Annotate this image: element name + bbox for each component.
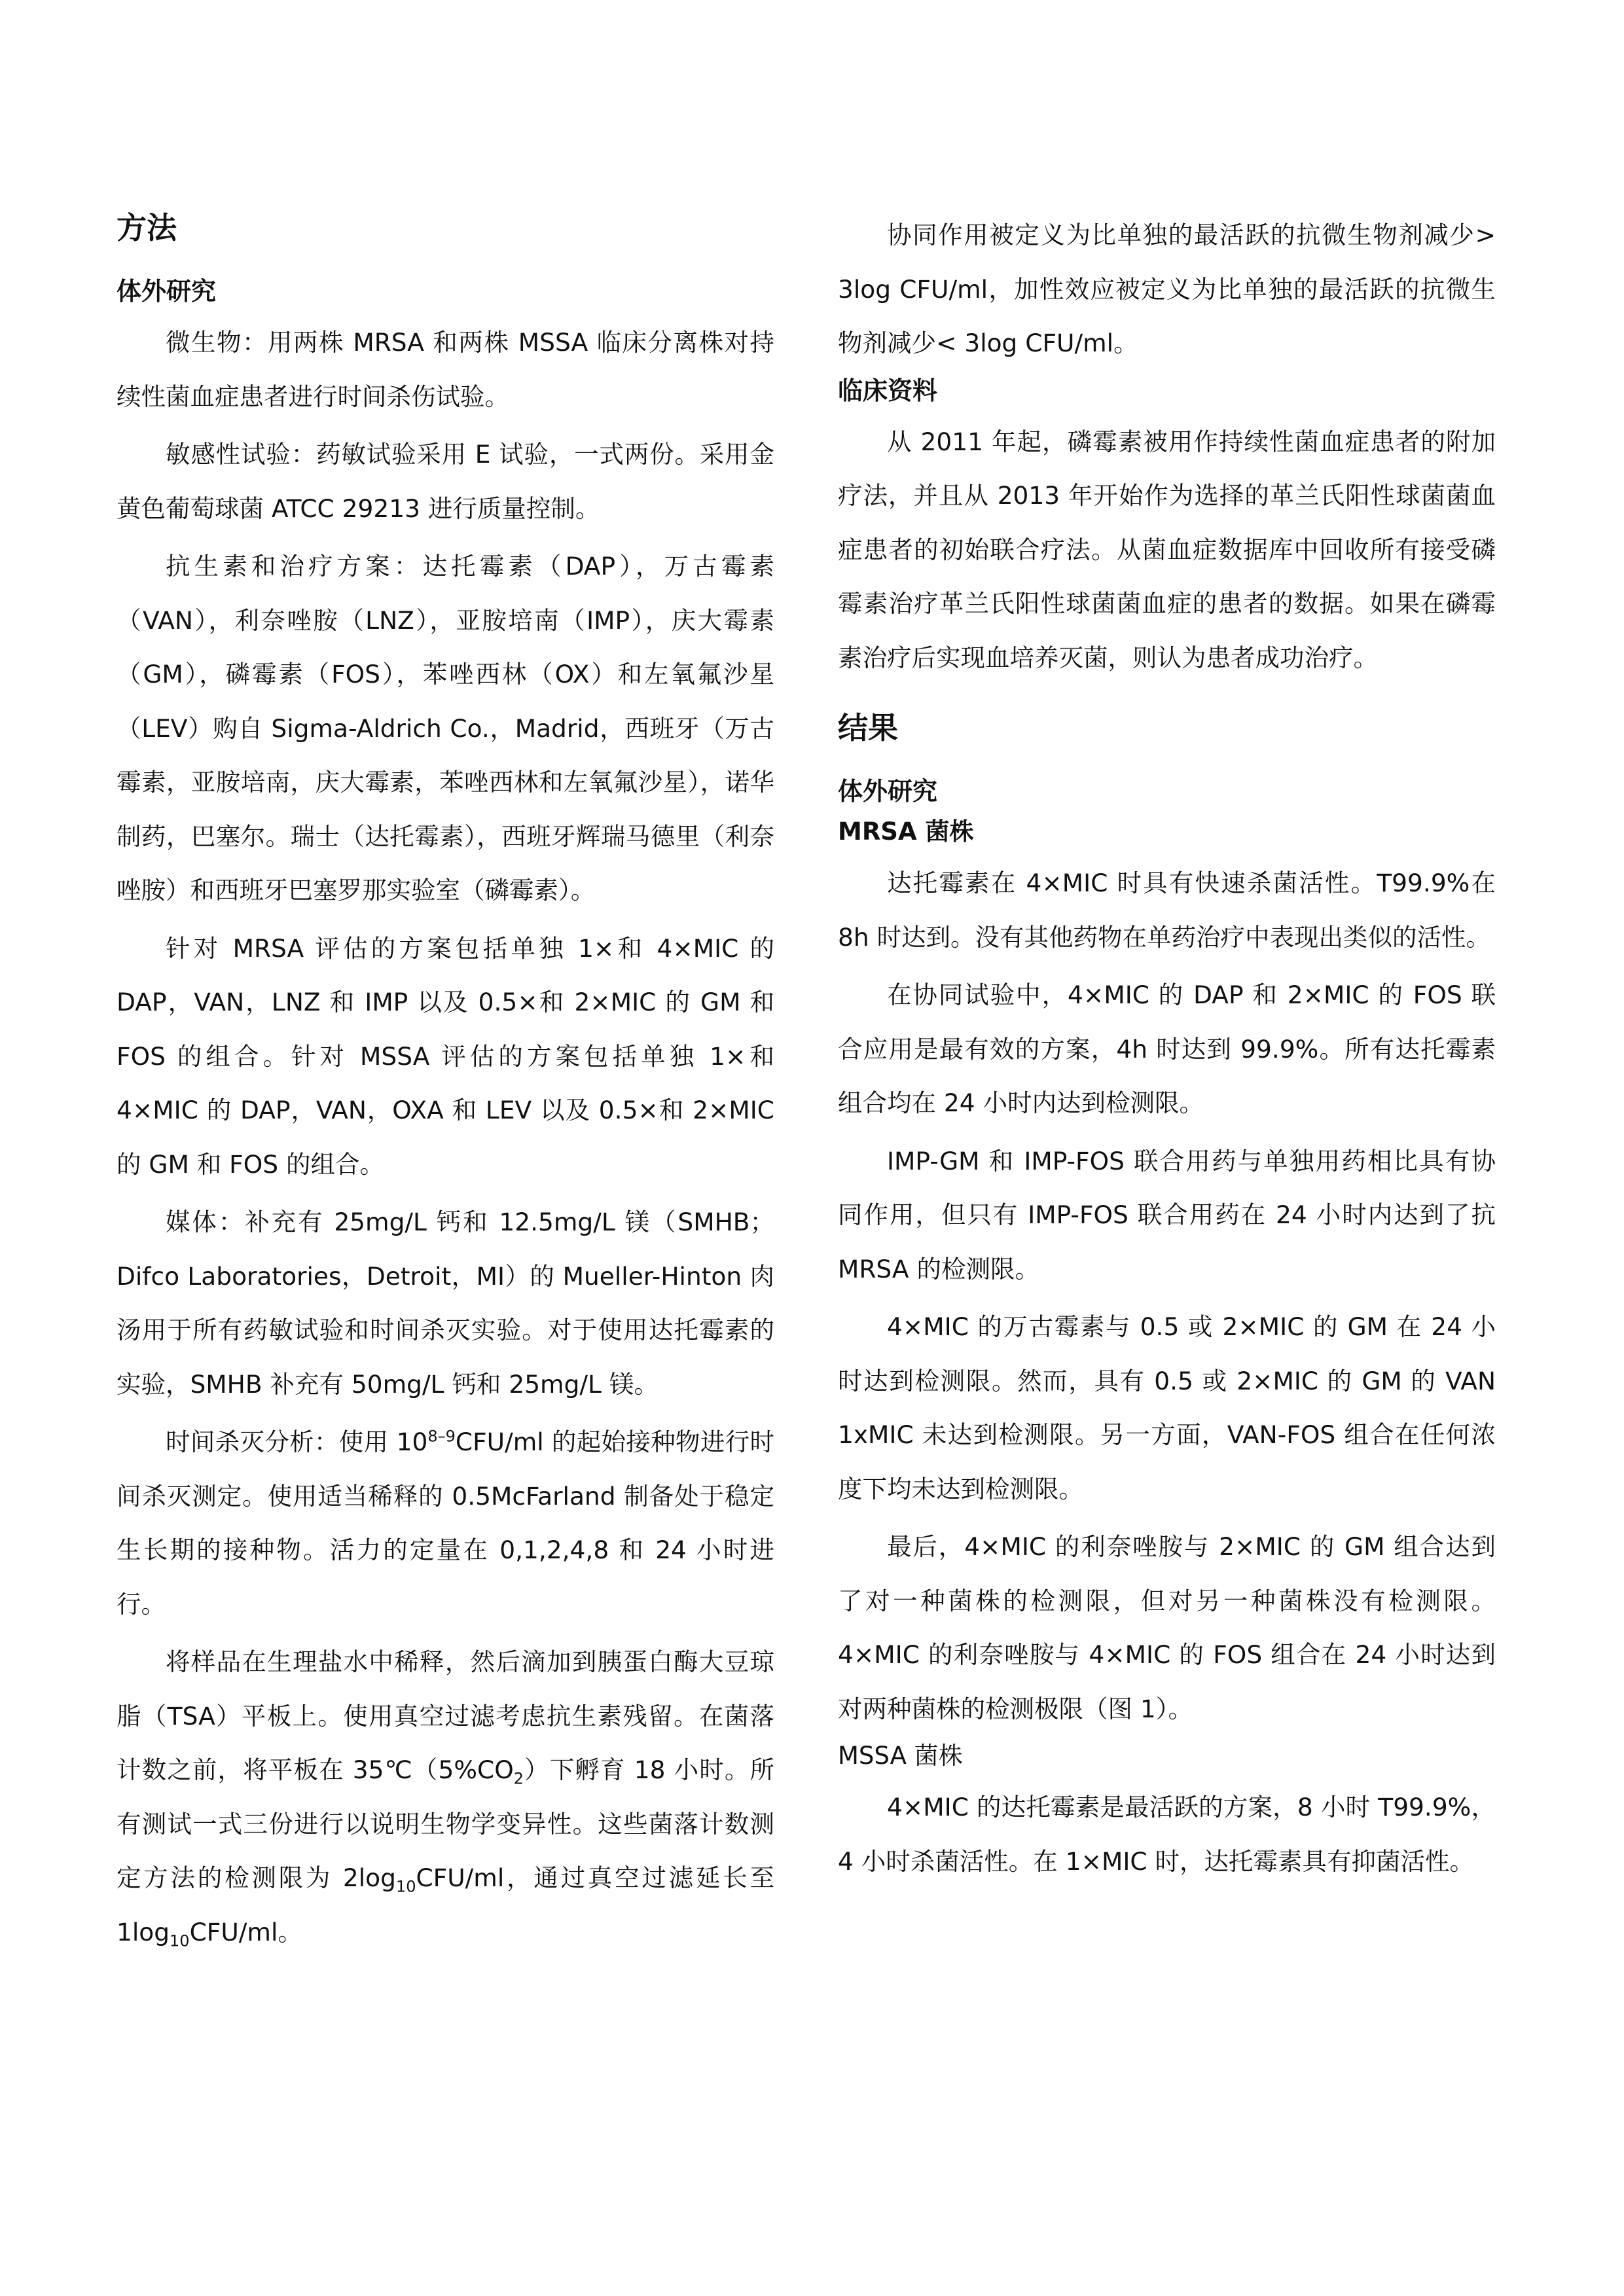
paragraph-mrsa-imipenem: IMP-GM 和 IMP-FOS 联合用药与单独用药相比具有协同作用，但只有 IMP-FOS 联合用药在 24 小时内达到了抗 MRSA 的检测限。 [838, 1146, 1496, 1283]
section-heading-methods: 方法 [117, 210, 177, 245]
paragraph-time-kill [117, 1415, 774, 1631]
paragraph-susceptibility: 敏感性试验：药敏试验采用 E 试验，一式两份。采用金黄色葡萄球菌 ATCC 29213 进行质量控制。 [117, 440, 774, 523]
subheading-in-vitro-results: 体外研究 [838, 777, 938, 806]
paragraph-mrsa-vancomycin: 4×MIC 的万古霉素与 0.5 或 2×MIC 的 GM 在 24 小时达到检测限。然而，具有 0.5 或 2×MIC 的 GM 的 VAN 1xMIC 未达到检测限。另一方面，VAN-FOS 组合在任何浓度下均未达到检测限。 [838, 1312, 1496, 1503]
log10-subscript-a: 10 [395, 1877, 416, 1896]
paragraph-mssa-daptomycin: 4×MIC 的达托霉素是最活跃的方案，8 小时 T99.9%，4 小时杀菌活性。在 1×MIC 时，达托霉素具有抑菌活性。 [838, 1793, 1496, 1876]
time-kill-text-a: 时间杀灭分析：使用 10 [166, 1427, 428, 1456]
plating-text-d: CFU/ml。 [189, 1917, 302, 1946]
paragraph-antibiotics: 抗生素和治疗方案：达托霉素（DAP），万古霉素（VAN），利奈唑胺（LNZ），亚胺培南（IMP），庆大霉素（GM），磷霉素（FOS），苯唑西林（OX）和左氧氟沙星（LEV）购自 Sigma-Aldrich Co.，Madrid，西班牙（万古霉素，亚胺培南，庆大霉素，苯唑西林和左氧氟沙星），诺华制药，巴塞尔。瑞士（达托霉素），西班牙辉瑞马德里（利奈唑胺）和西班牙巴塞罗那实验室（磷霉素）。 [117, 552, 774, 905]
paragraph-clinical-data: 从 2011 年起，磷霉素被用作持续性菌血症患者的附加疗法，并且从 2013 年开始作为选择的革兰氏阳性球菌菌血症患者的初始联合疗法。从菌血症数据库中回收所有接受磷霉素治疗革兰氏阳性球菌菌血症的患者的数据。如果在磷霉素治疗后实现血培养灭菌，则认为患者成功治疗。 [838, 427, 1496, 672]
inoculum-exponent: 8–9 [427, 1427, 456, 1446]
left-column [117, 208, 774, 1963]
subheading-mrsa-strains: MRSA 菌株 [838, 817, 974, 846]
paragraph-microorganisms: 微生物：用两株 MRSA 和两株 MSSA 临床分离株对持续性菌血症患者进行时间杀伤试验。 [117, 328, 774, 411]
paragraph-synergy-definition: 协同作用被定义为比单独的最活跃的抗微生物剂减少> 3log CFU/ml，加性效应被定义为比单独的最活跃的抗微生物剂减少< 3log CFU/ml。 [838, 221, 1496, 357]
paragraph-regimens: 针对 MRSA 评估的方案包括单独 1×和 4×MIC 的 DAP，VAN，LNZ 和 IMP 以及 0.5×和 2×MIC 的 GM 和 FOS 的组合。针对 MSSA 评估的方案包括单独 1×和 4×MIC 的 DAP，VAN，OXA 和 LEV 以及 0.5×和 2×MIC 的 GM 和 FOS 的组合。 [117, 933, 774, 1179]
paragraph-mrsa-daptomycin: 达托霉素在 4×MIC 时具有快速杀菌活性。T99.9%在 8h 时达到。没有其他药物在单药治疗中表现出类似的活性。 [838, 869, 1496, 952]
paragraph-mrsa-synergy: 在协同试验中，4×MIC 的 DAP 和 2×MIC 的 FOS 联合应用是最有效的方案，4h 时达到 99.9%。所有达托霉素组合均在 24 小时内达到检测限。 [838, 980, 1496, 1117]
time-kill-text-b: CFU/ml 的起始接种物进行时间杀灭测定。使用适当稀释的 0.5McFarland 制备处于稳定生长期的接种物。活力的定量在 0,1,2,4,8 和 24 小时进行。 [117, 1427, 774, 1619]
paragraph-media: 媒体：补充有 25mg/L 钙和 12.5mg/L 镁（SMHB；Difco Laboratories，Detroit，MI）的 Mueller-Hinton 肉汤用于所有药敏试验和时间杀灭实验。对于使用达托霉素的实验，SMHB 补充有 50mg/L 钙和 25mg/L 镁。 [117, 1208, 774, 1399]
plating-text-a: 将样品在生理盐水中稀释，然后滴加到胰蛋白酶大豆琼脂（TSA）平板上。使用真空过滤考虑抗生素残留。在菌落计数之前，将平板在 35℃（5%CO [117, 1647, 774, 1784]
paragraph-plating [117, 1635, 774, 1959]
paragraph-mrsa-linezolid: 最后，4×MIC 的利奈唑胺与 2×MIC 的 GM 组合达到了对一种菌株的检测限，但对另一种菌株没有检测限。4×MIC 的利奈唑胺与 4×MIC 的 FOS 组合在 24 小时达到对两种菌株的检测极限（图 1）。 [838, 1532, 1496, 1723]
spacer [838, 689, 1496, 708]
plating-text-c: CFU/ml，通过真空过滤延长至 1log [117, 1863, 774, 1946]
co2-subscript: 2 [513, 1769, 524, 1788]
subheading-clinical-data: 临床资料 [838, 376, 938, 405]
plating-text-b: ）下孵育 18 小时。所有测试一式三份进行以说明生物学变异性。这些菌落计数测定方法的检测限为 2log [117, 1755, 774, 1892]
subheading-mssa-strains: MSSA 菌株 [838, 1742, 963, 1770]
subheading-in-vitro: 体外研究 [117, 277, 217, 306]
right-column [838, 208, 1496, 1892]
log10-subscript-b: 10 [170, 1931, 190, 1950]
section-heading-results: 结果 [838, 710, 898, 745]
